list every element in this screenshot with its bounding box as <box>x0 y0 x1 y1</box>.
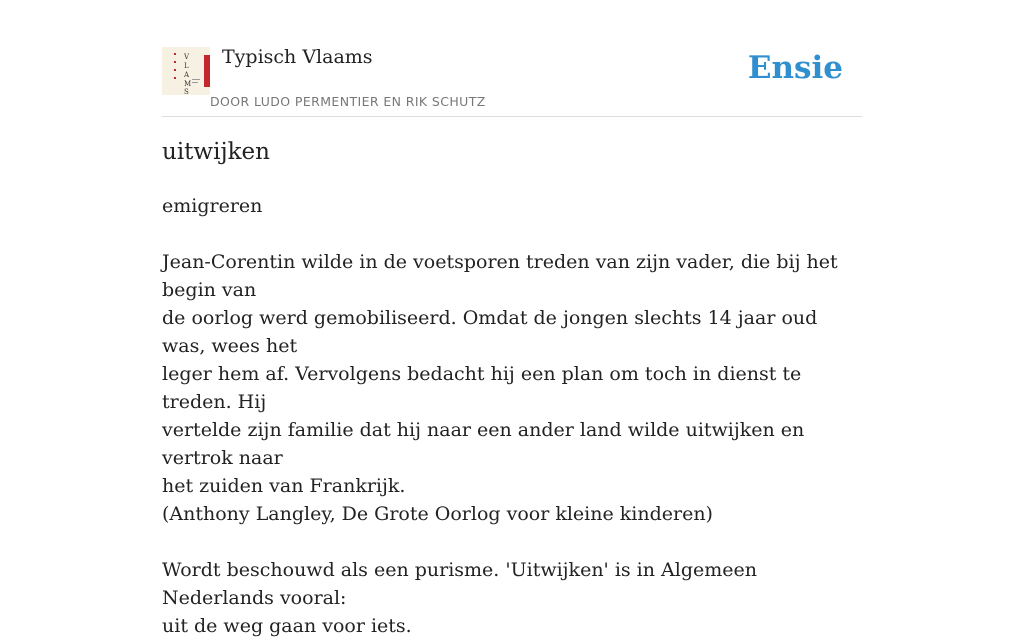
book-authors: DOOR LUDO PERMENTIER EN RIK SCHUTZ <box>210 94 486 109</box>
book-title[interactable]: Typisch Vlaams <box>222 46 373 68</box>
svg-text:L: L <box>184 62 189 70</box>
example-line: het zuiden van Frankrijk. <box>162 475 406 497</box>
page-container <box>162 0 862 637</box>
example-line: Jean-Corentin wilde in de voetsporen treden van zijn vader, die bij het begin van <box>162 251 838 301</box>
example-line: leger hem af. Vervolgens bedacht hij een plan om toch in dienst te treden. Hij <box>162 363 802 413</box>
note-line: Wordt beschouwd als een purisme. 'Uitwijken' is in Algemeen Nederlands vooral: <box>162 559 757 609</box>
entry-definition <box>162 192 862 640</box>
svg-text:M: M <box>184 80 192 88</box>
entry-term: uitwijken <box>162 139 270 165</box>
note-line: uit de weg gaan voor iets. <box>162 615 412 637</box>
book-cover-icon[interactable] <box>162 47 210 95</box>
svg-text:S: S <box>184 88 189 96</box>
example-source: (Anthony Langley, De Grote Oorlog voor kleine kinderen) <box>162 503 713 525</box>
example-line: de oorlog werd gemobiliseerd. Omdat de jongen slechts 14 jaar oud was, wees het <box>162 307 818 357</box>
header <box>162 0 862 117</box>
entry-meaning: emigreren <box>162 195 263 217</box>
book-cover-art <box>162 47 210 95</box>
svg-text:V: V <box>184 53 190 61</box>
ensie-logo[interactable]: Ensie <box>747 50 843 86</box>
svg-text:A: A <box>184 71 190 79</box>
example-line: vertelde zijn familie dat hij naar een ander land wilde uitwijken en vertrok naar <box>162 419 805 469</box>
